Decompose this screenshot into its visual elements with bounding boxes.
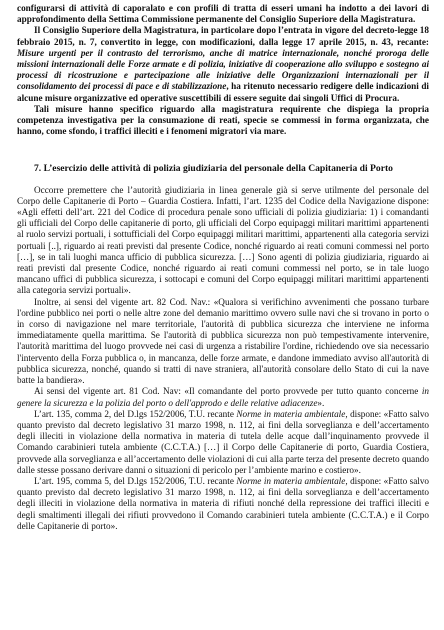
art-135-law-title: Norme in materia ambientale (236, 408, 346, 419)
art-195-law-title: Norme in materia ambientale (236, 475, 346, 486)
paragraph-intro-continuation (17, 3, 429, 25)
section-heading: 7. L’esercizio delle attività di polizia giudiziaria del personale della Capitaneria di Porto (34, 163, 393, 175)
csm-text-c: , ha ritenuto necessario redigere delle indicazioni di alcune misure organizzative ed operative suscettibili di essere seguite dai singoli Uffici di Procura. (17, 81, 429, 103)
art-135-text-c: , dispone: «Fatto salvo quanto previsto dal decreto legislativo 31 marzo 1998, n. 112, ai fini della sorveglianza e dell’accertamento degli illeciti in violazione della normativa in materia di tutela delle acque dall’inquinamento provvede il Comando carabinieri tutela ambiente (C.C.T.A.) […] il Corpo delle Capitanerie di porto, Guardia Costiera, provvede alla sorveglianza e all’accertamento delle violazioni di cui alla parte terza del presente decreto quando dalle stesse possano derivare danni o situazioni di pericolo per l’ambiente marino e costiero». (17, 408, 430, 475)
decree-title: Misure urgenti per il contrasto del terrorismo, anche di matrice internazionale, nonché proroga delle missioni internazionali delle Forze armate e di polizia, iniziative di cooperazione allo sviluppo e sostegno ai processi di ricostruzione e partecipazione alle iniziative delle Organizzazioni internazionali per il consolidamento dei processi di pace e di stabilizzazione (17, 47, 429, 92)
art-81-text-c: ». (317, 397, 325, 408)
paragraph-art-82: Inoltre, ai sensi del vigente art. 82 Cod. Nav.: «Qualora si verifichino avvenimenti che possano turbare l'ordine pubblico nei porti o nelle altre zone del demanio marittimo ovvero sulle navi che si trovano in porto o in corso di navigazione nel mare territoriale, l'autorità di pubblica sicurezza che interviene ne informa immediatamente quella marittima. Se l'autorità di pubblica sicurezza non può tempestivamente intervenire, l'autorità marittima del luogo provvede nei casi di urgenza a ristabilire l'ordine, richiedendo ove sia necessario l'intervento della Forza pubblica o, in mancanza, delle forze armate, e dandone immediato avviso all'autorità di pubblica sicurezza, nonché, quando si tratti di nave straniera, all'autorità consolare dello Stato di cui la nave batte la bandiera». (17, 296, 429, 386)
paragraph-art-81 (17, 386, 429, 408)
csm-text-a: Il Consiglio Superiore della Magistratura, in particolare dopo l’entrata in vigore del decreto-legge 18 febbraio 2015, n. 7, convertito in legge, con modificazioni, dalla legge 17 aprile 2015, n. 43, recante: (17, 25, 429, 47)
paragraph-csm-decree (17, 25, 429, 103)
art-81-text-a: Ai sensi del vigente art. 81 Cod. Nav: «Il comandante del porto provvede per tutto quanto concerne (34, 386, 422, 397)
paragraph-coast-guard: Occorre premettere che l’autorità giudiziaria in linea generale già si serve utilmente del personale del Corpo delle Capitanerie di Porto – Guardia Costiera. Infatti, l’art. 1235 del Codice della Navigazione dispone: «Agli effetti dell’art. 221 del Codice di procedura penale sono ufficiali di polizia giudiziaria: 1) i comandanti gli ufficiali del Corpo delle capitanerie di porto, gli ufficiali del Corpo equipaggi militari marittimi appartenenti al ruolo servizi portuali, i sottufficiali del Corpo equipaggi militari marittimi, appartenenti alla categoria servizi portuali [..], riguardo ai reati previsti dal presente Codice, nonché riguardo ai reati comuni commessi nel porto […], se in tali luoghi manca ufficio di pubblica sicurezza. […] Sono agenti di polizia giudiziaria, riguardo ai reati previsti dal presente Codice, nonché riguardo ai reati comuni commessi nel porto, se in tale luogo mancano uffici di pubblica sicurezza, i sottocapi e comuni del Corpo equipaggi militari marittimi appartenenti alla categoria servizi portuali». (17, 184, 429, 296)
document-page (17, 3, 429, 532)
art-135-text-a: L’art. 135, comma 2, del D.lgs 152/2006, T.U. recante (34, 408, 237, 419)
art-195-text-c: , dispone: «Fatto salvo quanto previsto dal decreto legislativo 31 marzo 1998, n. 112, ai fini della sorveglianza e dell’accertamento degli illeciti in violazione della normativa in materia di rifiuti nonché della repressione dei traffici illeciti e degli smaltimenti illegali dei rifiuti provvedono il Comando carabinieri tutela ambiente (C.C.T.A.) e il Corpo delle Capitanerie di porto». (17, 475, 430, 531)
paragraph-measures: Tali misure hanno specifico riguardo alla magistratura requirente che dispiega la propria competenza investigativa per la consumazione di reati, specie se commessi in forma organizzata, che hanno, come sfondo, i traffici illeciti e i fenomeni migratori via mare. (17, 103, 429, 137)
paragraph-art-135 (17, 409, 429, 476)
art-195-text-a: L’art. 195, comma 5, del D.lgs 152/2006, T.U. recante (34, 475, 237, 486)
paragraph-art-195 (17, 476, 429, 532)
intro-continuation-text: configurarsi di attività di caporalato e con profili di tratta di esseri umani ha indotto a dei lavori di approfondimento della Settima Commissione permanente del Consiglio Superiore della Magistratura. (17, 3, 429, 25)
art-81-quote: in genere la sicurezza e la polizia del porto o dell'approdo e delle relative adiacenze (17, 386, 429, 408)
